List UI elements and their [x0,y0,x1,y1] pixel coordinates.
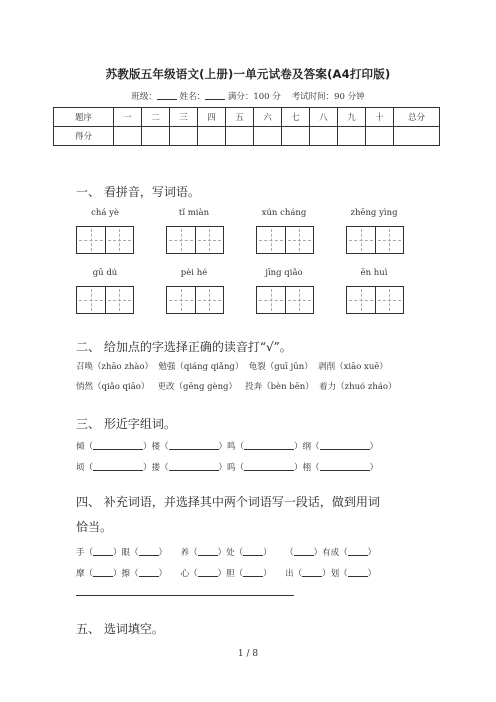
idiom-line-2 [76,567,376,579]
class-blank[interactable] [157,91,177,100]
answer-blank[interactable] [244,441,294,450]
idiom-text: ） [158,548,168,558]
page-number: 1 / 8 [237,649,259,659]
score-cell[interactable] [338,127,366,146]
idiom-text: 养（ [180,548,198,558]
section-1-title: 一、 看拼音，写词语。 [76,185,200,199]
answer-blank[interactable] [93,547,113,556]
score-header-cell: 三 [170,108,198,127]
exam-info-line [0,90,496,102]
writing-grid[interactable] [76,226,134,254]
score-label: 满分：100 分 [227,92,281,102]
writing-grid[interactable] [346,286,404,314]
score-header-cell: 一 [114,108,142,127]
score-header-cell: 七 [282,108,310,127]
answer-blank[interactable] [348,568,368,577]
score-cell[interactable] [170,127,198,146]
char-label: ）栩（ [294,463,320,473]
answer-blank[interactable] [198,547,218,556]
answer-blank[interactable] [320,441,370,450]
idiom-text: ）胆（ [217,569,244,579]
idiom-text: ）擦（ [113,569,139,579]
similar-char-line-1 [76,440,378,452]
score-header-cell: 二 [142,108,170,127]
answer-blank[interactable] [244,462,294,471]
score-header-cell: 五 [226,108,254,127]
section-4-title-line-1: 四、 补充词语，并选择其中两个词语写一段话，做到用词 [76,495,380,509]
score-cell[interactable] [282,127,310,146]
class-label: 班级： [131,92,157,102]
time-label: 考试时间：90 分钟 [291,92,365,102]
pronunciation-line-2 [76,380,397,392]
score-row-label: 得分 [54,127,114,146]
score-cell[interactable] [254,127,282,146]
answer-blank[interactable] [294,547,314,556]
pinyin-label: pèi hé [180,268,208,278]
pronunciation-item[interactable]: 勉强（qiáng qiǎng） [158,362,244,372]
idiom-text: ）划（ [322,569,348,579]
score-cell[interactable] [198,127,226,146]
char-label: 顷（ [76,463,94,473]
idiom-text: 出（ [285,569,303,579]
section-3-title: 三、 形近字组词。 [76,417,176,431]
char-label: ）呜（ [218,463,245,473]
idiom-text: 心（ [180,569,198,579]
writing-grid[interactable] [346,226,404,254]
answer-blank[interactable] [139,547,159,556]
idiom-text: ）处（ [217,548,244,558]
char-label: ）鸣（ [218,442,245,452]
idiom-text: ） [263,569,272,579]
idiom-text: （ [285,548,294,558]
answer-blank[interactable] [198,568,218,577]
pinyin-label: tǐ miàn [178,208,210,218]
pronunciation-line-1 [76,360,388,372]
pinyin-label: chá yè [91,208,119,218]
idiom-text: 手（ [76,548,94,558]
section-5-title: 五、 选词填空。 [76,622,164,636]
score-header-cell: 六 [254,108,282,127]
pronunciation-item[interactable]: 剥削（xiāo xuē） [318,362,388,372]
pinyin-label: ēn huì [360,268,388,278]
score-cell[interactable] [394,127,440,146]
writing-grid[interactable] [256,226,314,254]
score-table [53,107,440,146]
pinyin-label: gū dú [92,268,118,278]
writing-grid[interactable] [256,286,314,314]
char-label: ）搂（ [143,463,169,473]
name-label: 姓名： [179,92,206,102]
idiom-line-1 [76,546,376,558]
idiom-text: ） [263,548,272,558]
score-header-cell: 八 [310,108,338,127]
pronunciation-item[interactable]: 投奔（bèn bēn） [245,382,314,392]
answer-blank[interactable] [93,568,113,577]
score-cell[interactable] [142,127,170,146]
pronunciation-item[interactable]: 着力（zhuó zháo） [319,382,397,392]
score-header-cell: 题序 [54,108,114,127]
section-4-title-line-2: 恰当。 [76,520,113,534]
section-2-title: 二、 给加点的字选择正确的读音打“√”。 [76,340,292,354]
writing-grid[interactable] [166,286,224,314]
char-label: 倾（ [76,442,94,452]
idiom-text: ） [367,569,377,579]
writing-line[interactable] [76,595,294,596]
answer-blank[interactable] [93,462,143,471]
idiom-text: ）眼（ [113,548,139,558]
score-cell[interactable] [226,127,254,146]
pronunciation-item[interactable]: 召唤（zhāo zhào） [76,362,153,372]
similar-char-line-2 [76,461,378,473]
score-table-score-row [54,127,440,146]
document-title: 苏教版五年级语文(上册)一单元试卷及答案(A4打印版) [105,67,391,81]
answer-blank[interactable] [302,568,322,577]
answer-blank[interactable] [243,568,263,577]
idiom-text: ） [158,569,168,579]
char-label: ） [369,463,379,473]
answer-blank[interactable] [93,441,143,450]
idiom-text: 摩（ [76,569,94,579]
score-header-cell: 四 [198,108,226,127]
score-header-cell: 十 [366,108,394,127]
char-label: ）纲（ [294,442,320,452]
answer-blank[interactable] [139,568,159,577]
answer-blank[interactable] [320,462,370,471]
char-label: ） [369,442,379,452]
score-header-cell: 九 [338,108,366,127]
idiom-text: ）有成（ [313,548,348,558]
pinyin-label: zhēng yìng [350,208,398,218]
answer-blank[interactable] [169,441,219,450]
idiom-text: ） [367,548,377,558]
score-cell[interactable] [114,127,142,146]
char-label: ）楼（ [143,442,169,452]
pronunciation-item[interactable]: 更改（gēng gèng） [157,382,237,392]
answer-blank[interactable] [348,547,368,556]
score-cell[interactable] [310,127,338,146]
writing-grid[interactable] [76,286,134,314]
score-table-header-row [54,108,440,127]
pinyin-label: xún cháng [261,208,307,218]
name-blank[interactable] [205,91,225,100]
writing-grid[interactable] [166,226,224,254]
score-header-cell: 总分 [394,108,440,127]
pinyin-label: jīng qiǎo [265,268,303,278]
pronunciation-item[interactable]: 龟裂（guī jūn） [248,362,313,372]
answer-blank[interactable] [169,462,219,471]
answer-blank[interactable] [243,547,263,556]
pronunciation-item[interactable]: 悄然（qiǎo qiāo） [76,382,150,392]
score-cell[interactable] [366,127,394,146]
